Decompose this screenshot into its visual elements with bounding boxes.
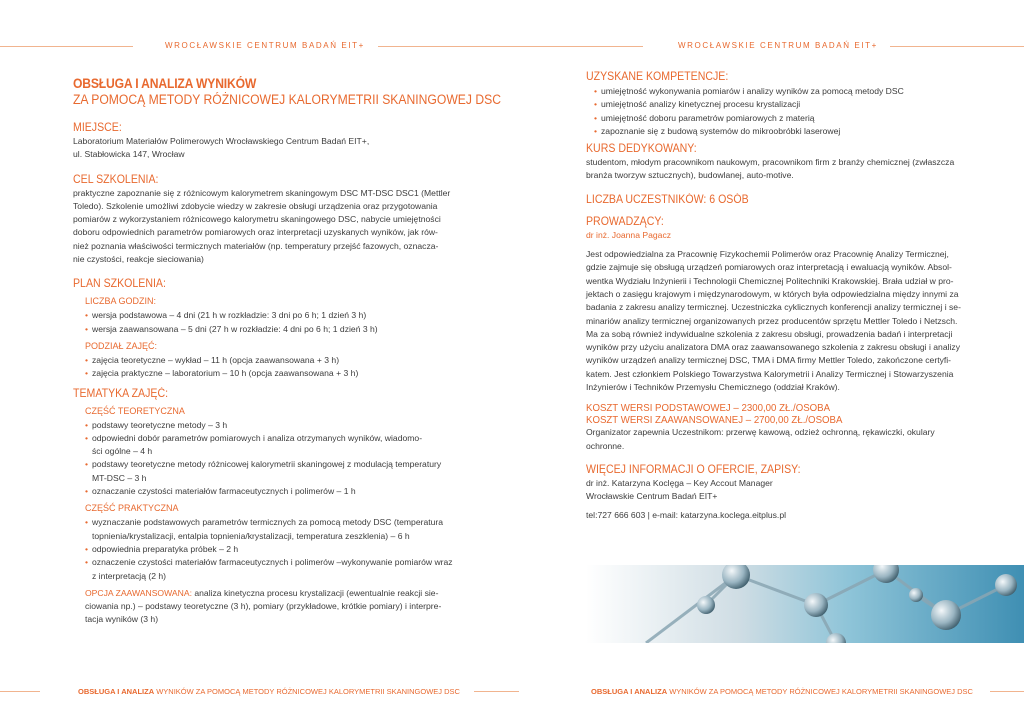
footer-left-bold: OBSŁUGA I ANALIZA — [78, 687, 155, 696]
place-line: Laboratorium Materiałów Polimerowych Wrocławskiego Centrum Badań EIT+, — [73, 136, 370, 146]
list-item: • zapoznanie się z budową systemów do mikroobróbki laserowej — [594, 125, 986, 138]
list-item: • oznaczenie czystości materiałów farmaceutycznych i polimerów –wykonywanie pomiarów wraz — [85, 556, 458, 569]
advanced-option — [73, 587, 458, 600]
header-brand-right: WROCŁAWSKIE CENTRUM BADAŃ EIT+ — [678, 41, 878, 50]
list-item: • umiejętność analizy kinetycznej procesu krystalizacji — [594, 98, 986, 111]
footer-rule-right — [990, 691, 1024, 692]
bio-line: Ma za sobą również indywidualne szkolenia z zakresu obsługi, prowadzenia badań i interpretacji — [586, 328, 953, 339]
competence-list — [586, 85, 986, 138]
bio-line: wyników urządzeń analizy termicznej DSC, TMA i DMA firmy Mettler Toledo, zakończone certyfi- — [586, 355, 952, 366]
split-heading: PODZIAŁ ZAJĘĆ: — [85, 340, 158, 351]
lecturer-heading: PROWADZĄCY: — [586, 215, 664, 228]
advanced-text: tacja wyników (3 h) — [85, 614, 159, 625]
goal-line: Toledo). Szkolenie umożliwi zdobycie wiedzy w zakresie obsługi urządzenia oraz przygotowania — [73, 200, 438, 211]
theory-heading: CZĘŚĆ TEORETYCZNA — [85, 405, 185, 416]
header-rule-left-a — [0, 46, 133, 47]
list-item-continued: MT-DSC – 3 h — [92, 472, 147, 483]
contact-organisation: Wrocławskie Centrum Badań EIT+ — [586, 491, 718, 502]
list-item-continued: ści ogólne – 4 h — [92, 446, 153, 457]
advanced-text: ciowania np.) – podstawy teoretyczne (3 h), pomiary (przykładowe, krótkie pomiary) i interpre- — [85, 601, 442, 612]
hours-list — [85, 309, 458, 336]
goal-line: praktyczne zapoznanie się z różnicowym kalorymetrem skaningowym DSC MT-DSC DSC1 (Mettler — [73, 187, 451, 198]
list-item: • wersja zaawansowana – 5 dni (27 h w rozkładzie: 4 dni po 6 h; 1 dzień 3 h) — [85, 323, 458, 336]
right-column — [586, 70, 986, 522]
footer-right — [591, 687, 973, 696]
footer-right-bold: OBSŁUGA I ANALIZA — [591, 687, 668, 696]
bio-line: minariów analizy termicznej organizowanych przez producentów sprzętu Mettler Toledo i Netzsch. — [586, 315, 958, 326]
advanced-text: analiza kinetyczna procesu krystalizacji (ewentualnie reakcji sie- — [191, 587, 439, 598]
bio-line: Inżynierów i Techników Przemysłu Chemicznego (oddział Kraków). — [586, 382, 840, 393]
participants-heading: LICZBA UCZESTNIKÓW: 6 OSÓB — [586, 193, 749, 206]
molecule-illustration — [586, 565, 1024, 643]
course-heading: KURS DEDYKOWANY: — [586, 143, 697, 156]
hours-heading: LICZBA GODZIN: — [85, 296, 157, 307]
lecturer-name: dr inż. Joanna Pagacz — [586, 229, 672, 240]
topics-heading: TEMATYKA ZAJĘĆ: — [73, 387, 169, 400]
list-item: • oznaczanie czystości materiałów farmaceutycznych i polimerów – 1 h — [85, 485, 458, 498]
list-item: • umiejętność wykonywania pomiarów i analizy wyników za pomocą metody DSC — [594, 85, 986, 98]
split-list — [85, 354, 458, 381]
plan-heading: PLAN SZKOLENIA: — [73, 278, 166, 291]
list-item: • zajęcia teoretyczne – wykład – 11 h (opcja zaawansowana + 3 h) — [85, 354, 458, 367]
advanced-label: OPCJA ZAAWANSOWANA: — [85, 587, 192, 598]
list-item: • podstawy teoretyczne metody – 3 h — [85, 419, 458, 432]
bio-line: katem. Jest członkiem Polskiego Towarzystwa Kalorymetrii i Analizy Termicznej i Stowarzyszenia — [586, 368, 954, 379]
molecule-photo — [586, 565, 1024, 643]
list-item: • zajęcia praktyczne – laboratorium – 10 h (opcja zaawansowana + 3 h) — [85, 367, 458, 380]
practice-list — [85, 516, 458, 582]
bio-line: Jest odpowiedzialna za Pracownię Fizykochemii Polimerów oraz Pracownię Analizy Termicznej, — [586, 249, 949, 260]
bio-line: wentka Wydziału Inżynierii i Technologii Chemicznej Politechniki Krakowskiej. Brała udział w pro- — [586, 275, 954, 286]
goal-line: pomiarów z wykorzystaniem różnicowego kalorymetru skaningowego DSC, nabycie umiejętności — [73, 214, 441, 225]
contact-person: dr inż. Katarzyna Koclęga – Key Accout Manager — [586, 477, 773, 488]
bio-line: wyników przy użyciu analizatora DMA oraz zaawansowanego szkolenia z zakresu obsługi i analizy — [586, 342, 961, 353]
list-item: • odpowiednia preparatyka próbek – 2 h — [85, 543, 458, 556]
course-line: studentom, młodym pracownikom naukowym, pracownikom firm z branży chemicznej (zwłaszcza — [586, 157, 955, 168]
header-rule-left-b — [378, 46, 643, 47]
cost-basic: KOSZT WERSI PODSTAWOWEJ – 2300,00 ZŁ./OSOBA — [586, 402, 831, 415]
goal-line: nież poznania właściwości termicznych materiałów (np. temperatury przejść fazowych, oznacza- — [73, 240, 439, 251]
list-item-continued: z interpretacją (2 h) — [92, 570, 167, 581]
course-line: branża tworzyw sztucznych), budowlanej, auto-motive. — [586, 170, 794, 181]
footer-right-rest: WYNIKÓW ZA POMOCĄ METODY RÓŻNICOWEJ KALORYMETRII SKANINGOWEJ DSC — [667, 687, 973, 696]
competence-heading: UZYSKANE KOMPETENCJE: — [586, 71, 729, 83]
contact-details: tel:727 666 603 | e-mail: katarzyna.koclega.eitplus.pl — [586, 509, 787, 520]
cost-advanced: KOSZT WERSI ZAAWANSOWANEJ – 2700,00 ZŁ./OSOBA — [586, 414, 843, 427]
bio-line: jektach o zasięgu krajowym i międzynarodowym, w których była odpowiedzialna między innymi za — [586, 288, 959, 299]
theory-list — [85, 419, 458, 499]
left-column — [73, 76, 502, 627]
goal-line: doboru odpowiednich parametrów pomiarowych oraz interpretacji uzyskanych wyników, jak rów- — [73, 227, 438, 238]
goal-line: nie czystości, reakcje sieciowania) — [73, 254, 204, 265]
place-line: ul. Stabłowicka 147, Wrocław — [73, 149, 185, 160]
goal-heading: CEL SZKOLENIA: — [73, 173, 159, 186]
place-heading: MIEJSCE: — [73, 122, 122, 134]
cost-note: ochronne. — [586, 440, 625, 451]
list-item: • odpowiedni dobór parametrów pomiarowych i analiza otrzymanych wyników, wiadomo- — [85, 432, 458, 445]
header-rule-right — [890, 46, 1024, 47]
bio-line: gdzie zajmuje się obsługą urządzeń pomiarowych oraz interpretacją i ewaluacją wyników. Absol- — [586, 262, 952, 273]
header-brand-left: WROCŁAWSKIE CENTRUM BADAŃ EIT+ — [165, 41, 365, 50]
footer-left-rest: WYNIKÓW ZA POMOCĄ METODY RÓŻNICOWEJ KALORYMETRII SKANINGOWEJ DSC — [154, 687, 460, 696]
list-item: • wyznaczanie podstawowych parametrów termicznych za pomocą metody DSC (temperatura — [85, 516, 458, 529]
footer-rule-left-b — [474, 691, 519, 692]
footer-rule-left-a — [0, 691, 40, 692]
list-item: • wersja podstawowa – 4 dni (21 h w rozkładzie: 3 dni po 6 h; 1 dzień 3 h) — [85, 309, 458, 322]
footer-left — [78, 687, 460, 696]
cost-note: Organizator zapewnia Uczestnikom: przerwę kawową, odzież ochronną, rękawiczki, okulary — [586, 427, 935, 438]
list-item-continued: topnienia/krystalizacji, entalpia topnienia/krystalizacji, temperatura zeszklenia) – 6 h — [92, 530, 410, 541]
page-subtitle: ZA POMOCĄ METODY RÓŻNICOWEJ KALORYMETRII SKANINGOWEJ DSC — [73, 92, 502, 107]
more-info-heading: WIĘCEJ INFORMACJI O OFERCIE, ZAPISY: — [586, 463, 801, 476]
list-item: • umiejętność doboru parametrów pomiarowych z materią — [594, 112, 986, 125]
list-item: • podstawy teoretyczne metody różnicowej kalorymetrii skaningowej z modulacją temperatury — [85, 458, 458, 471]
bio-line: badania z zakresu analizy termicznej. Uczestniczka cyklicznych konferencji analizy termicznej i se- — [586, 302, 961, 313]
page-title: OBSŁUGA I ANALIZA WYNIKÓW — [73, 76, 257, 91]
practice-heading: CZĘŚĆ PRAKTYCZNA — [85, 503, 179, 514]
